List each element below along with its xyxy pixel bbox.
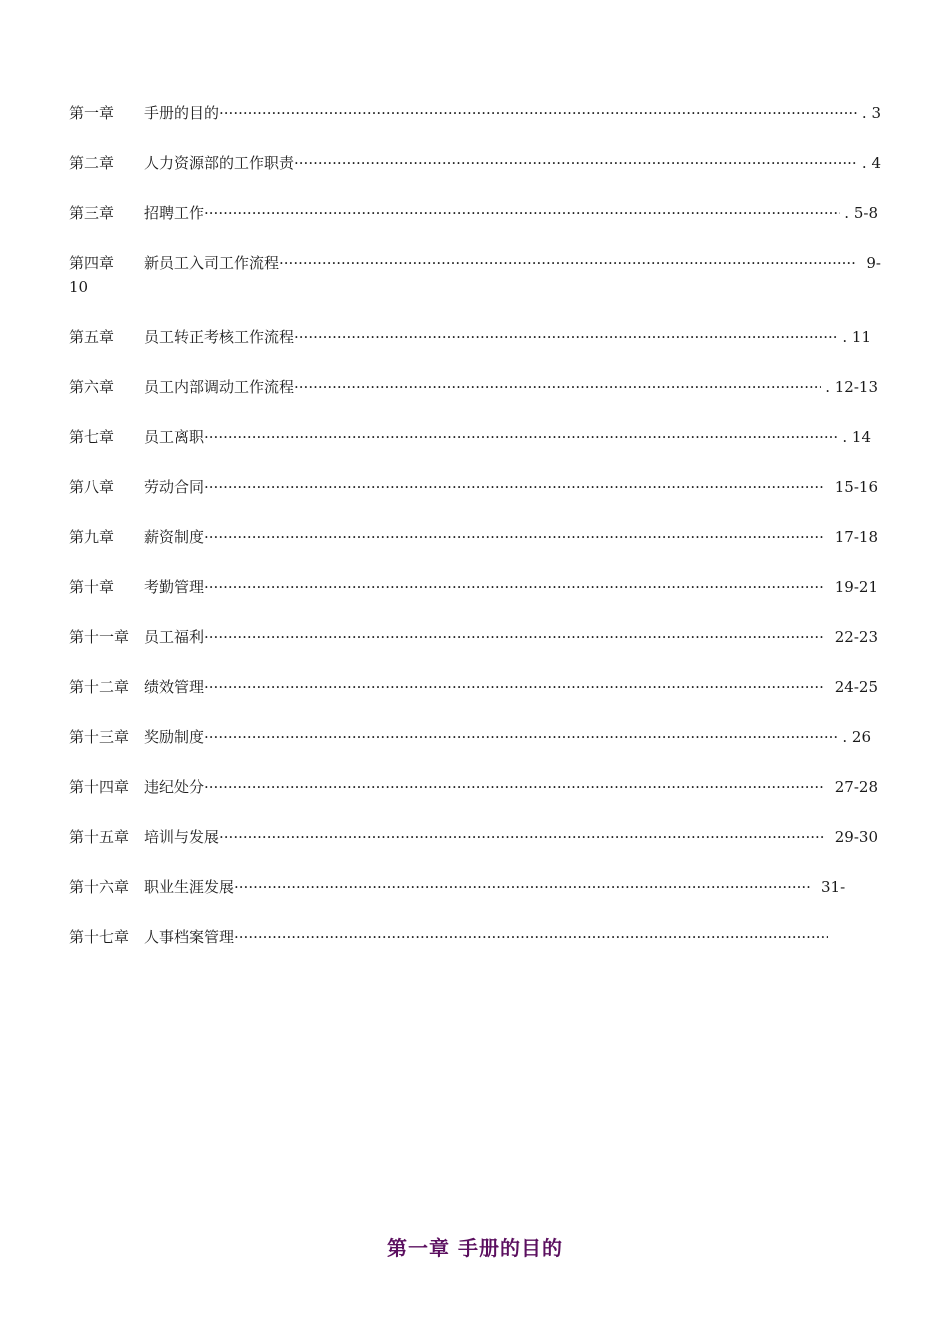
toc-dot-leader <box>204 725 838 749</box>
toc-dot-leader <box>294 375 821 399</box>
toc-entry-17[interactable] <box>69 925 881 949</box>
toc-chapter-title: 培训与发展 <box>144 828 220 846</box>
toc-chapter-number: 第十三章 <box>69 728 130 746</box>
toc-entry-11[interactable] <box>69 625 881 649</box>
toc-chapter-title: 员工离职 <box>144 428 205 446</box>
toc-chapter-number: 第十六章 <box>69 878 130 896</box>
toc-chapter-title: 员工福利 <box>144 628 205 646</box>
toc-chapter-number: 第九章 <box>69 528 115 546</box>
toc-page-number: 22-23 <box>834 628 878 646</box>
toc-chapter-number: 第十章 <box>69 578 115 596</box>
toc-page-number: 27-28 <box>834 778 878 796</box>
toc-chapter-title: 考勤管理 <box>144 578 205 596</box>
toc-chapter-title: 手册的目的 <box>144 104 220 122</box>
toc-chapter-number: 第十二章 <box>69 678 130 696</box>
toc-dot-leader <box>234 875 811 899</box>
toc-chapter-title: 违纪处分 <box>144 778 205 796</box>
toc-entry-4[interactable] <box>69 251 881 275</box>
toc-page-number: . 4 <box>861 154 881 172</box>
table-of-contents <box>69 101 881 975</box>
toc-entry-15[interactable] <box>69 825 881 849</box>
toc-chapter-number: 第五章 <box>69 328 115 346</box>
toc-chapter-number: 第八章 <box>69 478 115 496</box>
toc-entry-9[interactable] <box>69 525 881 549</box>
toc-dot-leader <box>294 151 858 175</box>
toc-chapter-number: 第六章 <box>69 378 115 396</box>
toc-chapter-title: 新员工入司工作流程 <box>144 254 280 272</box>
toc-entry-3[interactable] <box>69 201 881 225</box>
toc-chapter-title: 人事档案管理 <box>144 928 235 946</box>
toc-page-number: . 12-13 <box>825 378 878 396</box>
toc-entry-12[interactable] <box>69 675 881 699</box>
toc-chapter-number: 第十四章 <box>69 778 130 796</box>
toc-chapter-number: 第七章 <box>69 428 115 446</box>
toc-entry-16[interactable] <box>69 875 881 899</box>
toc-chapter-number: 第十一章 <box>69 628 130 646</box>
toc-page-number: 9- <box>866 254 881 272</box>
toc-dot-leader <box>234 925 828 949</box>
toc-dot-leader <box>204 625 825 649</box>
toc-chapter-title: 人力资源部的工作职责 <box>144 154 295 172</box>
toc-dot-leader <box>204 525 825 549</box>
toc-page-number: 17-18 <box>834 528 878 546</box>
toc-entry-6[interactable] <box>69 375 881 399</box>
toc-chapter-title: 奖励制度 <box>144 728 205 746</box>
toc-chapter-number: 第一章 <box>69 104 115 122</box>
toc-dot-leader <box>204 675 825 699</box>
toc-chapter-title: 绩效管理 <box>144 678 205 696</box>
toc-entry-14[interactable] <box>69 775 881 799</box>
toc-dot-leader <box>204 425 838 449</box>
toc-page-number: 24-25 <box>834 678 878 696</box>
toc-page-number: 29-30 <box>834 828 878 846</box>
toc-dot-leader <box>294 325 838 349</box>
toc-chapter-title: 招聘工作 <box>144 204 205 222</box>
toc-dot-leader <box>219 825 825 849</box>
toc-entry-1[interactable] <box>69 101 881 125</box>
toc-chapter-number: 第十五章 <box>69 828 130 846</box>
toc-chapter-number: 第三章 <box>69 204 115 222</box>
toc-chapter-number: 第二章 <box>69 154 115 172</box>
toc-entry-5[interactable] <box>69 325 881 349</box>
toc-dot-leader <box>219 101 858 125</box>
toc-chapter-number: 第十七章 <box>69 928 130 946</box>
toc-page-number: . 26 <box>842 728 871 746</box>
toc-entry-10[interactable] <box>69 575 881 599</box>
toc-chapter-title: 劳动合同 <box>144 478 205 496</box>
toc-chapter-number: 第四章 <box>69 254 115 272</box>
toc-dot-leader <box>204 475 825 499</box>
toc-page-number: . 5-8 <box>844 204 878 222</box>
toc-dot-leader <box>204 575 825 599</box>
toc-page-number-continued: 10 <box>69 278 89 296</box>
toc-page-number: . 3 <box>861 104 881 122</box>
toc-page-number: . 11 <box>842 328 871 346</box>
toc-dot-leader <box>204 201 840 225</box>
toc-page-number: 31- <box>821 878 846 896</box>
toc-chapter-title: 员工内部调动工作流程 <box>144 378 295 396</box>
toc-entry-8[interactable] <box>69 475 881 499</box>
toc-page-number: . 14 <box>842 428 871 446</box>
toc-page-number: 19-21 <box>834 578 878 596</box>
toc-chapter-title: 职业生涯发展 <box>144 878 235 896</box>
toc-page-number: 15-16 <box>834 478 878 496</box>
toc-entry-2[interactable] <box>69 151 881 175</box>
toc-entry-7[interactable] <box>69 425 881 449</box>
toc-entry-13[interactable] <box>69 725 881 749</box>
toc-chapter-title: 薪资制度 <box>144 528 205 546</box>
toc-dot-leader <box>204 775 825 799</box>
toc-dot-leader <box>279 251 856 275</box>
chapter-heading: 第一章 手册的目的 <box>387 1236 563 1260</box>
toc-chapter-title: 员工转正考核工作流程 <box>144 328 295 346</box>
